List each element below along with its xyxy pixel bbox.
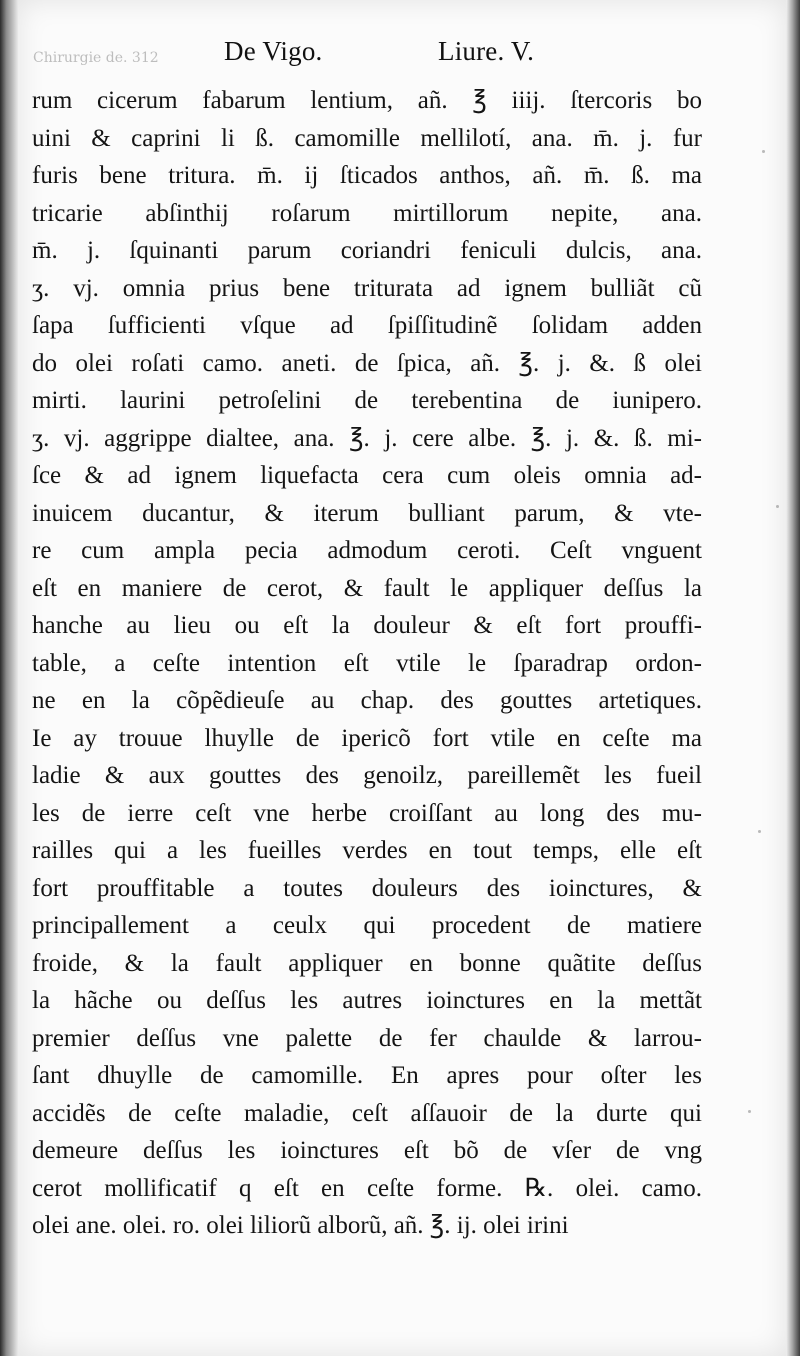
text-line: les de ierre ceſt vne herbe croiſſant au long des mu- <box>32 799 702 827</box>
text-line: Ie ay trouue lhuylle de ipericõ fort vtile en ceſte ma <box>32 724 702 752</box>
text-line: railles qui a les fueilles verdes en tout temps, elle eſt <box>32 837 702 864</box>
body-text <box>32 82 722 1245</box>
ink-speck <box>776 505 779 508</box>
text-line: inuicem ducantur, & iterum bulliant parum, & vte- <box>32 499 702 527</box>
text-line: rum cicerum fabarum lentium, añ. ℥ iiij. ſtercoris bo <box>32 87 702 114</box>
text-line: principallement a ceulx qui procedent de matiere <box>32 912 702 939</box>
text-line: fort prouffitable a toutes douleurs des ioinctures, & <box>32 874 702 902</box>
text-line: demeure deſſus les ioinctures eſt bõ de vſer de vng <box>32 1137 702 1164</box>
text-line: do olei roſati camo. aneti. de ſpica, añ. ℥. j. &. ß olei <box>32 349 702 377</box>
text-line: m̄. j. ſquinanti parum coriandri feniculi dulcis, ana. <box>32 237 702 264</box>
bleed-through-text: Chirurgie de. 312 <box>33 50 159 66</box>
text-line: table, a ceſte intention eſt vtile le ſparadrap ordon- <box>32 649 702 677</box>
ink-speck <box>762 150 765 153</box>
binding-shadow <box>0 0 18 1356</box>
text-line: ladie & aux gouttes des genoilz, pareillemẽt les fueil <box>32 762 702 789</box>
text-line: ne en la cõpẽdieuſe au chap. des gouttes artetiques. <box>32 687 702 714</box>
text-line: furis bene tritura. m̄. ij ſticados anthos, añ. m̄. ß. ma <box>32 162 702 189</box>
running-header <box>18 36 786 76</box>
ink-speck <box>748 1110 751 1113</box>
text-line: uini & caprini li ß. camomille mellilotí, ana. m̄. j. fur <box>32 124 702 152</box>
text-line: olei ane. olei. ro. olei liliorũ alborũ, añ. ℥. ij. olei irini <box>32 1212 569 1239</box>
text-line: hanche au lieu ou eſt la douleur & eſt fort prouffi- <box>32 612 702 639</box>
text-line: la hãche ou deſſus les autres ioinctures en la mettãt <box>32 987 702 1014</box>
text-line: accidẽs de ceſte maladie, ceſt aſſauoir de la durte qui <box>32 1099 702 1127</box>
text-line: tricarie abſinthij roſarum mirtillorum nepite, ana. <box>32 199 702 227</box>
text-line: premier deſſus vne palette de fer chaulde & larrou- <box>32 1024 702 1052</box>
text-line: cerot mollificatif q eſt en ceſte forme. ℞. olei. camo. <box>32 1174 702 1202</box>
text-line: mirti. laurini petroſelini de terebentina de iunipero. <box>32 387 702 414</box>
text-line: ſapa ſufficienti vſque ad ſpiſſitudinẽ ſolidam adden <box>32 312 702 339</box>
text-line: eſt en maniere de cerot, & fault le appliquer deſſus la <box>32 574 702 602</box>
ink-speck <box>758 830 761 833</box>
text-line: froide, & la fault appliquer en bonne quãtite deſſus <box>32 949 702 977</box>
text-line: ſce & ad ignem liquefacta cera cum oleis omnia ad- <box>32 462 702 489</box>
header-author: De Vigo. <box>224 36 323 66</box>
page-edge-shadow <box>786 0 800 1356</box>
header-book-number: Liure. V. <box>438 36 535 66</box>
text-line: re cum ampla pecia admodum ceroti. Ceſt vnguent <box>32 537 702 564</box>
text-line: ʒ. vj. omnia prius bene triturata ad ignem bulliãt cũ <box>32 274 702 302</box>
book-page <box>18 0 786 1356</box>
text-line: ſant dhuylle de camomille. En apres pour oſter les <box>32 1062 702 1089</box>
text-line: ʒ. vj. aggrippe dialtee, ana. ℥. j. cere albe. ℥. j. &. ß. mi- <box>32 424 702 452</box>
